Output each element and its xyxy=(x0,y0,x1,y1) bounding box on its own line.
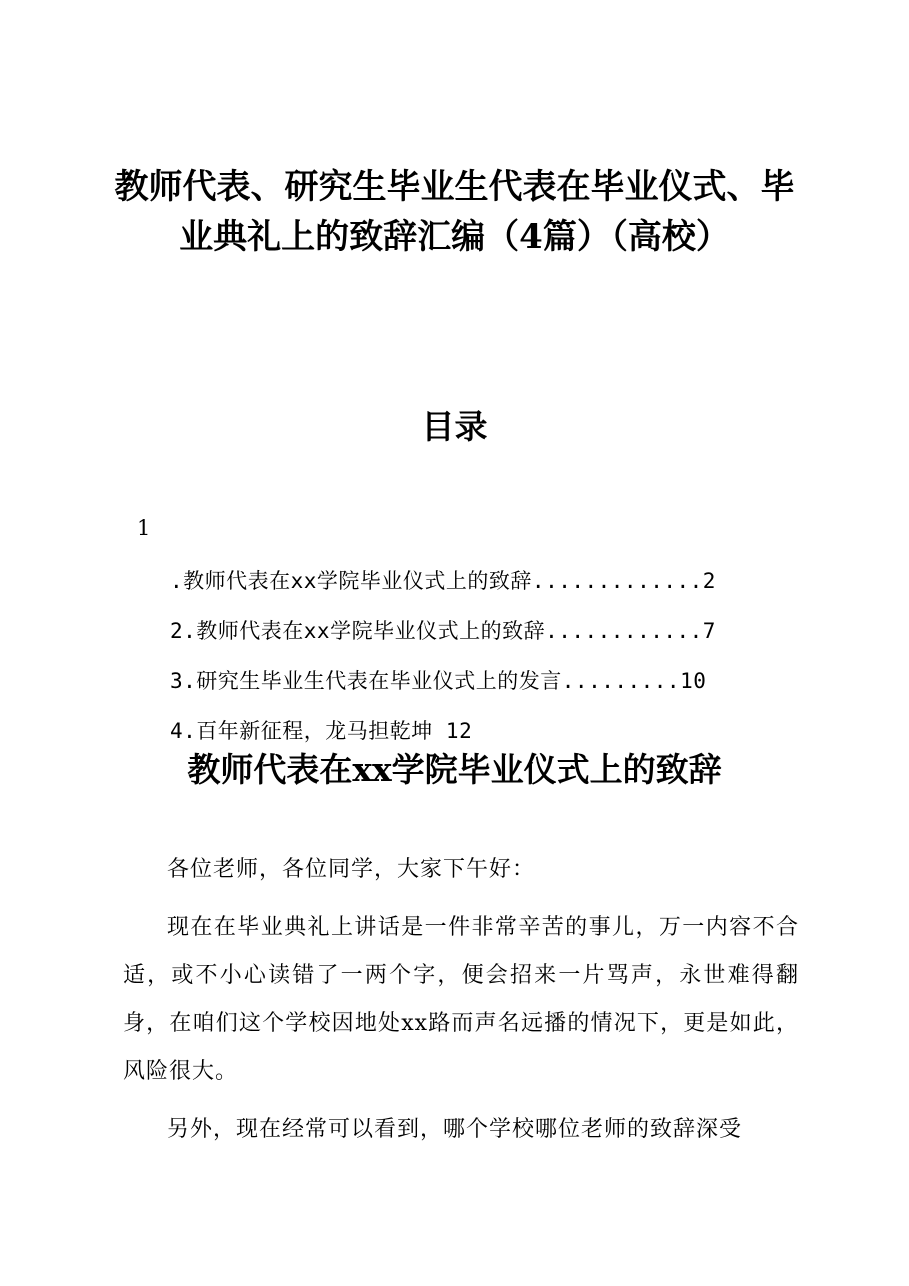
toc-item-4[interactable]: 4.百年新征程，龙马担乾坤 12 xyxy=(170,719,473,743)
section-title: 教师代表在xx学院毕业仪式上的致辞 xyxy=(187,750,722,789)
paragraph-greeting: 各位老师，各位同学，大家下午好： xyxy=(167,857,536,882)
table-of-contents xyxy=(170,556,770,756)
toc-item-3[interactable]: 3.研究生毕业生代表在毕业仪式上的发言.........10 xyxy=(170,669,707,693)
toc-heading: 目录 xyxy=(421,407,488,446)
toc-leading-number: 1 xyxy=(137,516,151,540)
document-title-line-1: 教师代表、研究生毕业生代表在毕业仪式、毕 xyxy=(114,167,795,207)
section-body xyxy=(123,846,799,1154)
toc-item-2[interactable]: 2.教师代表在xx学院毕业仪式上的致辞............7 xyxy=(170,619,716,643)
paragraph-body-2: 另外，现在经常可以看到，哪个学校哪位老师的致辞深受 xyxy=(167,1117,743,1142)
toc-item-1[interactable]: .教师代表在xx学院毕业仪式上的致辞.............2 xyxy=(170,569,716,593)
document-title xyxy=(100,162,809,262)
paragraph-body-1: 现在在毕业典礼上讲话是一件非常辛苦的事儿，万一内容不合适，或不小心读错了一两个字，便会招来一片骂声，永世难得翻身，在咱们这个学校因地处xx路而声名远播的情况下，更是如此，风险很大。 xyxy=(123,915,799,1084)
document-title-line-2: 业典礼上的致辞汇编（4篇）（高校） xyxy=(179,217,730,257)
